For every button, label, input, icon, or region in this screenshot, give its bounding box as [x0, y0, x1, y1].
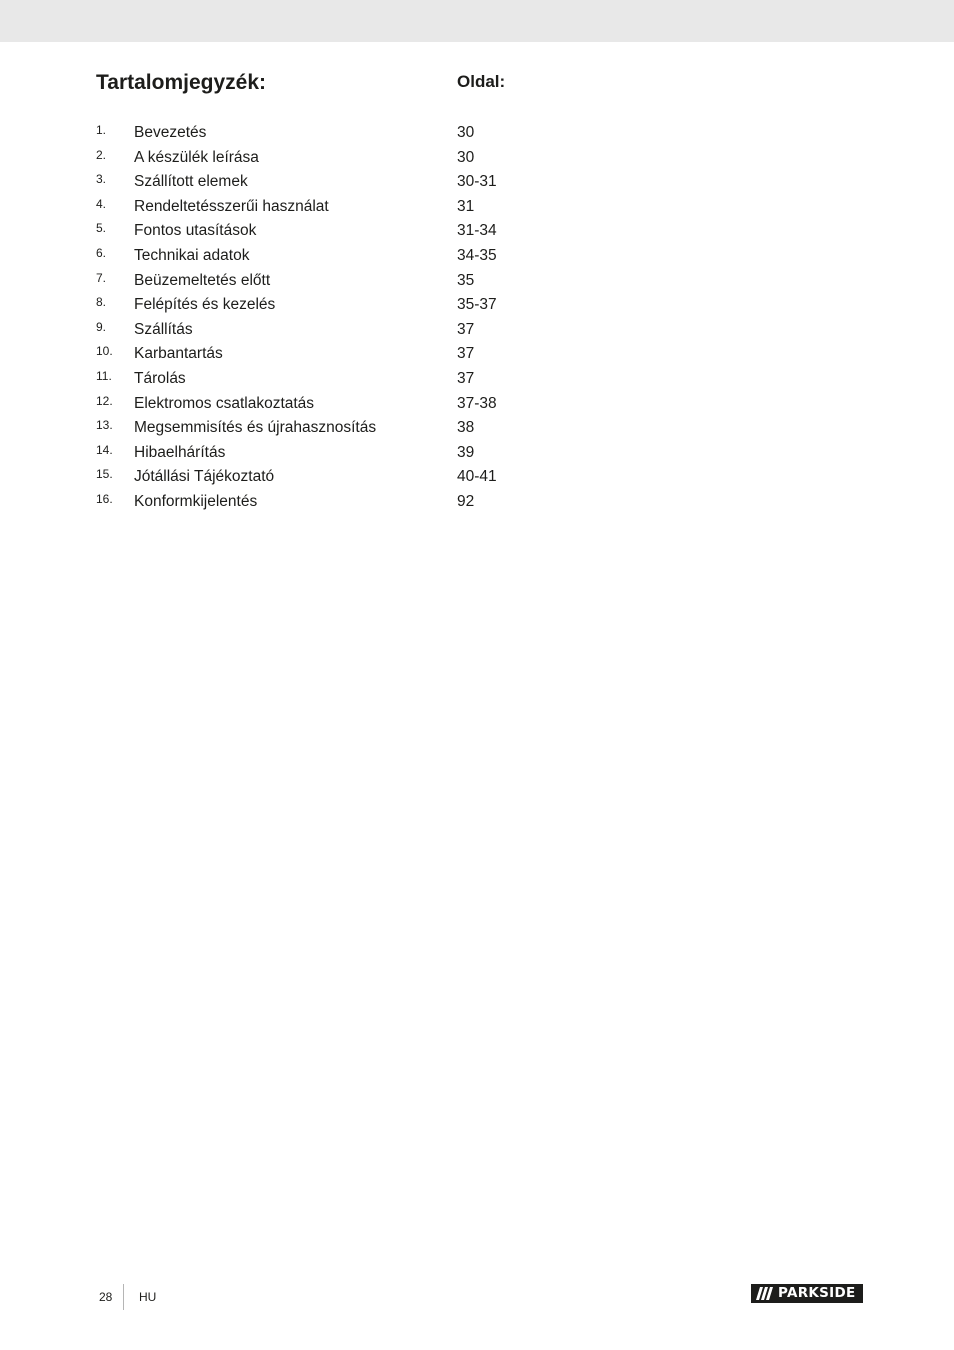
toc-item-label: Jótállási Tájékoztató [134, 468, 275, 486]
toc-item-number: 2. [96, 147, 107, 162]
toc-item-page: 31 [457, 197, 475, 215]
toc-item-page: 38 [457, 419, 475, 437]
toc-row [96, 269, 596, 294]
toc-item-label: Rendeltetésszerűi használat [134, 197, 329, 215]
toc-item-page: 39 [457, 443, 475, 461]
toc-item-label: A készülék leírása [134, 148, 259, 166]
toc-item-label: Konformkijelentés [134, 492, 258, 510]
toc-row [96, 392, 596, 417]
toc-row [96, 490, 596, 515]
toc-item-label: Felépítés és kezelés [134, 296, 276, 314]
toc-item-number: 11. [96, 368, 112, 383]
toc-item-number: 9. [96, 319, 107, 334]
toc-item-number: 12. [96, 393, 113, 408]
toc-list [96, 121, 596, 515]
page-column-title: Oldal: [457, 72, 506, 91]
toc-row [96, 146, 596, 171]
toc-item-label: Karbantartás [134, 345, 223, 363]
logo-brand-text: PARKSIDE [778, 1285, 856, 1301]
footer-page-number: 28 [99, 1290, 113, 1304]
toc-row [96, 367, 596, 392]
toc-item-page: 31-34 [457, 222, 497, 240]
toc-item-page: 30-31 [457, 173, 497, 191]
toc-item-number: 7. [96, 270, 107, 285]
toc-item-number: 3. [96, 172, 107, 187]
logo-stripes-icon [755, 1284, 775, 1303]
toc-item-page: 92 [457, 492, 475, 510]
toc-item-label: Technikai adatok [134, 246, 250, 264]
footer-divider [123, 1284, 124, 1310]
toc-item-label: Fontos utasítások [134, 222, 257, 240]
toc-item-page: 37 [457, 320, 475, 338]
toc-row [96, 195, 596, 220]
toc-item-number: 10. [96, 344, 113, 359]
toc-item-label: Megsemmisítés és újrahasznosítás [134, 419, 377, 437]
toc-item-label: Szállítás [134, 320, 193, 338]
toc-item-number: 6. [96, 245, 107, 260]
parkside-logo [751, 1284, 863, 1303]
toc-item-page: 35 [457, 271, 475, 289]
toc-row [96, 342, 596, 367]
top-header-band [0, 0, 954, 42]
toc-row [96, 170, 596, 195]
toc-row [96, 121, 596, 146]
toc-item-page: 35-37 [457, 296, 497, 314]
toc-title: Tartalomjegyzék: [96, 71, 266, 94]
toc-item-page: 30 [457, 124, 475, 141]
toc-row [96, 219, 596, 244]
toc-row [96, 244, 596, 269]
toc-item-label: Elektromos csatlakoztatás [134, 394, 315, 412]
toc-item-label: Bevezetés [134, 124, 207, 141]
toc-row [96, 441, 596, 466]
footer-language: HU [139, 1290, 157, 1304]
toc-item-label: Hibaelhárítás [134, 443, 226, 461]
toc-item-number: 14. [96, 442, 113, 457]
toc-item-page: 37-38 [457, 394, 497, 412]
toc-item-number: 16. [96, 491, 113, 506]
toc-item-number: 5. [96, 221, 107, 236]
toc-item-page: 30 [457, 148, 475, 166]
toc-item-page: 37 [457, 369, 475, 387]
toc-item-number: 4. [96, 196, 107, 211]
toc-item-number: 8. [96, 295, 107, 310]
toc-item-number: 15. [96, 467, 113, 482]
toc-item-number: 1. [96, 123, 107, 137]
toc-row [96, 465, 596, 490]
toc-item-label: Tárolás [134, 369, 186, 387]
toc-item-page: 34-35 [457, 246, 497, 264]
toc-row [96, 293, 596, 318]
toc-item-label: Beüzemeltetés előtt [134, 271, 271, 289]
toc-item-page: 37 [457, 345, 475, 363]
toc-item-label: Szállított elemek [134, 173, 248, 191]
toc-row [96, 416, 596, 441]
toc-item-page: 40-41 [457, 468, 497, 486]
toc-item-number: 13. [96, 418, 113, 433]
toc-row [96, 318, 596, 343]
